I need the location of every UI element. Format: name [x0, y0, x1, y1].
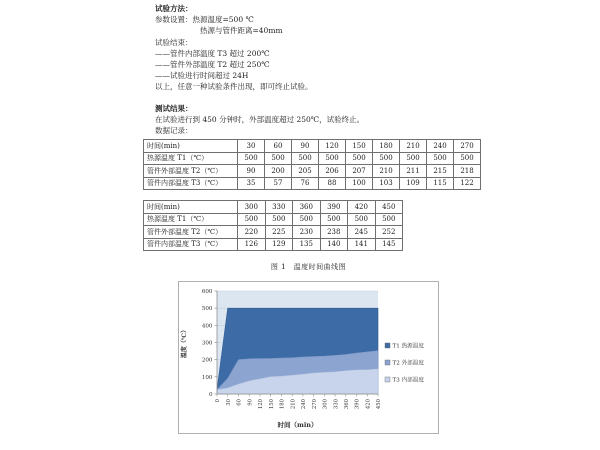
value-cell: 225 [265, 226, 293, 239]
value-cell: 500 [265, 213, 293, 226]
value-cell: 210 [373, 165, 400, 178]
legend-label: T1 热源温度 [392, 343, 424, 350]
value-cell: 35 [238, 177, 265, 190]
value-cell: 240 [427, 140, 454, 153]
value-cell: 218 [454, 165, 481, 178]
test-result-section [155, 103, 364, 137]
data-table-2 [143, 200, 403, 251]
value-cell: 245 [348, 226, 376, 239]
legend-marker [385, 343, 390, 348]
table-row [144, 177, 481, 190]
y-tick-label: 100 [201, 374, 213, 381]
x-tick-label: 120 [258, 399, 265, 410]
row-label-cell: 管件外部温度 T2（℃） [144, 226, 238, 239]
x-tick-label: 150 [268, 399, 275, 410]
value-cell: 88 [319, 177, 346, 190]
data-table-1 [143, 139, 481, 190]
value-cell: 500 [320, 213, 348, 226]
y-tick-label: 500 [201, 306, 213, 313]
value-cell: 210 [400, 140, 427, 153]
row-label-cell: 管件内部温度 T3（℃） [144, 238, 238, 251]
value-cell: 207 [346, 165, 373, 178]
value-cell: 420 [348, 201, 376, 214]
value-cell: 500 [346, 152, 373, 165]
text-line-condition-time: ——试验进行时间超过 24H [155, 71, 249, 81]
test-method-section [155, 3, 313, 93]
value-cell: 129 [265, 238, 293, 251]
value-cell: 211 [400, 165, 427, 178]
value-cell: 90 [238, 165, 265, 178]
x-tick-label: 90 [247, 399, 254, 406]
legend-marker [385, 377, 390, 382]
value-cell: 206 [319, 165, 346, 178]
x-tick-label: 360 [344, 399, 350, 410]
temperature-time-chart [179, 282, 438, 433]
value-cell: 330 [265, 201, 293, 214]
value-cell: 270 [454, 140, 481, 153]
value-cell: 126 [238, 238, 266, 251]
value-cell: 57 [265, 177, 292, 190]
y-tick-label: 300 [201, 340, 213, 347]
table-row [144, 201, 403, 214]
text-line-end-heading: 试验结束： [155, 37, 193, 47]
value-cell: 230 [293, 226, 321, 239]
value-cell: 500 [265, 152, 292, 165]
section-heading-method: 试验方法： [155, 4, 193, 13]
section-heading-result: 测试结果： [155, 104, 193, 113]
x-tick-label: 240 [301, 399, 308, 410]
value-cell: 76 [292, 177, 319, 190]
row-label-cell: 时间(min) [144, 140, 238, 153]
table-row [144, 213, 403, 226]
value-cell: 220 [238, 226, 266, 239]
value-cell: 390 [320, 201, 348, 214]
value-cell: 140 [320, 238, 348, 251]
text-line-condition-t2: ——管件外部温度 T2 超过 250℃ [155, 60, 270, 70]
y-tick-label: 400 [201, 323, 213, 330]
table-row [144, 226, 403, 239]
value-cell: 120 [319, 140, 346, 153]
x-tick-label: 450 [376, 399, 383, 410]
value-cell: 500 [292, 152, 319, 165]
row-label-cell: 管件外部温度 T2（℃） [144, 165, 238, 178]
value-cell: 109 [400, 177, 427, 190]
value-cell: 145 [375, 238, 403, 251]
value-cell: 103 [373, 177, 400, 190]
value-cell: 500 [375, 213, 403, 226]
legend-label: T3 内部温度 [392, 377, 424, 384]
value-cell: 500 [293, 213, 321, 226]
value-cell: 200 [265, 165, 292, 178]
x-tick-label: 0 [215, 399, 222, 403]
text-line-params: 参数设置：热源温度=500 ℃ [155, 15, 254, 25]
legend-label: T2 外部温度 [392, 360, 424, 367]
text-line-data-record: 数据记录： [155, 126, 193, 136]
figure-box [178, 281, 439, 434]
text-line-result-summary: 在试验进行到 450 分钟时，外部温度超过 250℃，试验终止。 [155, 115, 365, 125]
table-row [144, 238, 403, 251]
value-cell: 252 [375, 226, 403, 239]
x-tick-label: 420 [365, 399, 372, 410]
value-cell: 500 [319, 152, 346, 165]
value-cell: 180 [373, 140, 400, 153]
figure-caption: 图 1 温度时间曲线图 [270, 263, 347, 271]
value-cell: 500 [348, 213, 376, 226]
value-cell: 500 [238, 213, 266, 226]
value-cell: 205 [292, 165, 319, 178]
value-cell: 60 [265, 140, 292, 153]
value-cell: 30 [238, 140, 265, 153]
value-cell: 238 [320, 226, 348, 239]
value-cell: 360 [293, 201, 321, 214]
x-tick-label: 270 [311, 399, 318, 410]
x-tick-label: 60 [236, 399, 243, 406]
value-cell: 450 [375, 201, 403, 214]
table-row [144, 165, 481, 178]
value-cell: 500 [373, 152, 400, 165]
row-label-cell: 热源温度 T1（℃） [144, 213, 238, 226]
y-tick-label: 600 [201, 289, 213, 295]
y-tick-label: 200 [201, 357, 213, 364]
value-cell: 141 [348, 238, 376, 251]
x-tick-label: 390 [354, 399, 361, 410]
value-cell: 122 [454, 177, 481, 190]
x-tick-label: 180 [279, 399, 286, 410]
value-cell: 500 [427, 152, 454, 165]
value-cell: 215 [427, 165, 454, 178]
row-label-cell: 热源温度 T1（℃） [144, 152, 238, 165]
y-axis-title: 温度（℃） [181, 326, 188, 359]
x-axis-title: 时间（min） [277, 421, 318, 429]
x-tick-label: 30 [225, 399, 232, 406]
legend-marker [385, 360, 390, 365]
value-cell: 500 [454, 152, 481, 165]
row-label-cell: 时间(min) [144, 201, 238, 214]
text-line-terminate-note: 以上，任意一种试验条件出现，即可终止试验。 [155, 82, 313, 92]
value-cell: 90 [292, 140, 319, 153]
x-tick-label: 210 [290, 399, 297, 410]
text-line-condition-t3: ——管件内部温度 T3 超过 200℃ [155, 48, 270, 58]
y-tick-label: 0 [208, 392, 213, 398]
value-cell: 135 [293, 238, 321, 251]
row-label-cell: 管件内部温度 T3（℃） [144, 177, 238, 190]
table-row [144, 140, 481, 153]
x-tick-label: 300 [322, 399, 329, 410]
value-cell: 150 [346, 140, 373, 153]
value-cell: 115 [427, 177, 454, 190]
value-cell: 300 [238, 201, 266, 214]
value-cell: 100 [346, 177, 373, 190]
table-row [144, 152, 481, 165]
x-tick-label: 330 [333, 399, 340, 410]
value-cell: 500 [400, 152, 427, 165]
value-cell: 500 [238, 152, 265, 165]
text-line-distance: 热源与管件距离=40mm [200, 26, 283, 36]
